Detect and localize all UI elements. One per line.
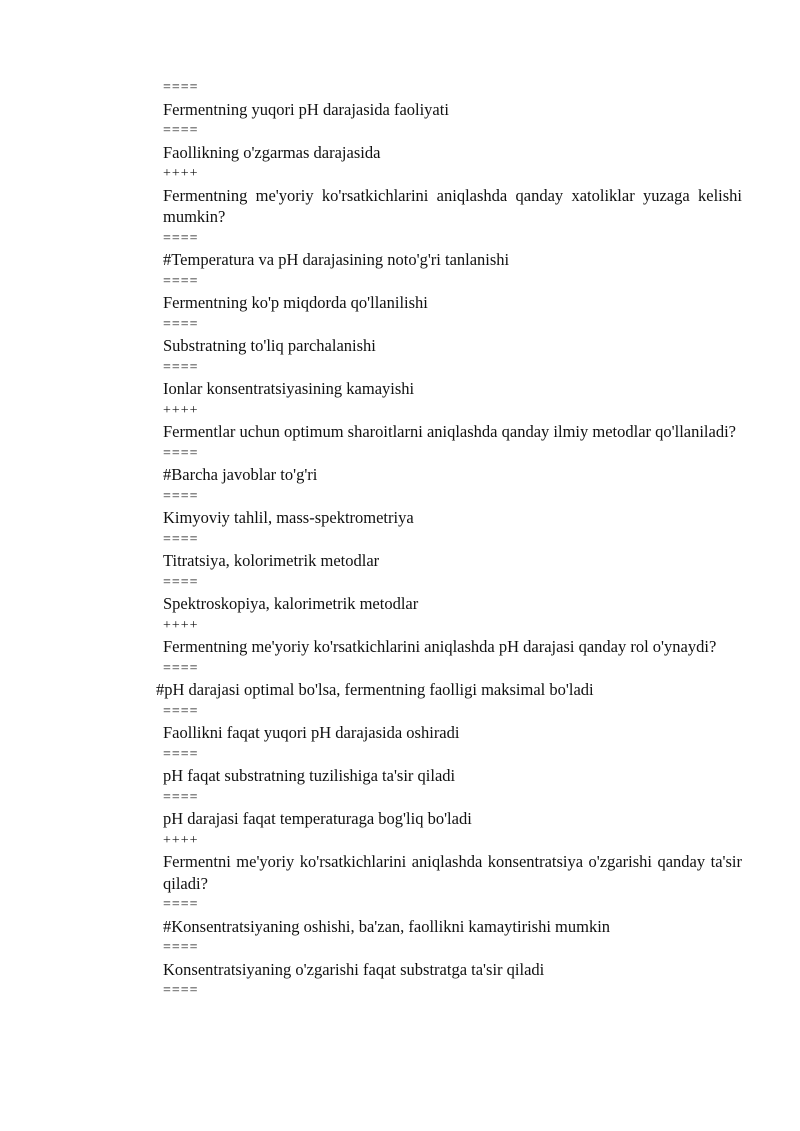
answer-option: Konsentratsiyaning o'zgarishi faqat substratga ta'sir qiladi [163,959,545,979]
separator: ==== [163,123,199,138]
answer-option: Spektroskopiya, kalorimetrik metodlar [163,594,419,613]
answer-option: pH faqat substratning tuzilishiga ta'sir qiladi [163,766,456,785]
answer-option: pH darajasi faqat temperaturaga bog'liq bo'ladi [163,809,472,828]
separator: ==== [163,488,199,504]
answer-option: Kimyoviy tahlil, mass-spektrometriya [163,508,414,527]
answer-option: Faollikning o'zgarmas darajasida [163,142,381,162]
separator: ==== [163,983,199,998]
separator: ==== [163,574,199,590]
document-body [156,77,742,1002]
question-text: Fermentning me'yoriy ko'rsatkichlarini aniqlashda pH darajasi qanday rol o'ynaydi? [163,637,717,656]
question-separator: ++++ [163,166,199,181]
answer-option: Fermentning ko'p miqdorda qo'llanilishi [163,293,428,312]
question-separator: ++++ [163,402,199,418]
answer-option: Fermentning yuqori pH darajasida faoliyati [163,99,449,119]
separator: ==== [163,940,199,955]
separator: ==== [163,445,199,461]
question-text: Fermentni me'yoriy ko'rsatkichlarini aniqlashda konsentratsiya o'zgarishi qanday ta'sir qiladi? [163,852,742,893]
answer-option: Faollikni faqat yuqori pH darajasida oshiradi [163,723,460,742]
question-separator: ++++ [163,832,199,848]
answer-option: Ionlar konsentratsiyasining kamayishi [163,379,415,398]
separator: ==== [163,273,199,289]
correct-answer-option: #pH darajasi optimal bo'lsa, fermentning faolligi maksimal bo'ladi [156,680,594,699]
question-text: Fermentlar uchun optimum sharoitlarni aniqlashda qanday ilmiy metodlar qo'llaniladi? [163,422,736,441]
separator: ==== [163,359,199,375]
correct-answer-option: #Konsentratsiyaning oshishi, ba'zan, faollikni kamaytirishi mumkin [163,916,611,936]
correct-answer-option: #Barcha javoblar to'g'ri [163,465,318,484]
separator: ==== [163,531,199,547]
separator: ==== [163,703,199,719]
separator: ==== [163,230,199,246]
separator: ==== [163,80,199,95]
correct-answer-option: #Temperatura va pH darajasining noto'g'ri tanlanishi [163,250,510,269]
separator: ==== [163,746,199,762]
separator: ==== [163,897,199,912]
separator: ==== [163,316,199,332]
separator: ==== [163,660,199,676]
question-text: Fermentning me'yoriy ko'rsatkichlarini aniqlashda qanday xatoliklar yuzaga kelishi mumkin? [163,185,742,226]
separator: ==== [163,789,199,805]
answer-option: Titratsiya, kolorimetrik metodlar [163,551,380,570]
question-separator: ++++ [163,617,199,633]
answer-option: Substratning to'liq parchalanishi [163,336,376,355]
